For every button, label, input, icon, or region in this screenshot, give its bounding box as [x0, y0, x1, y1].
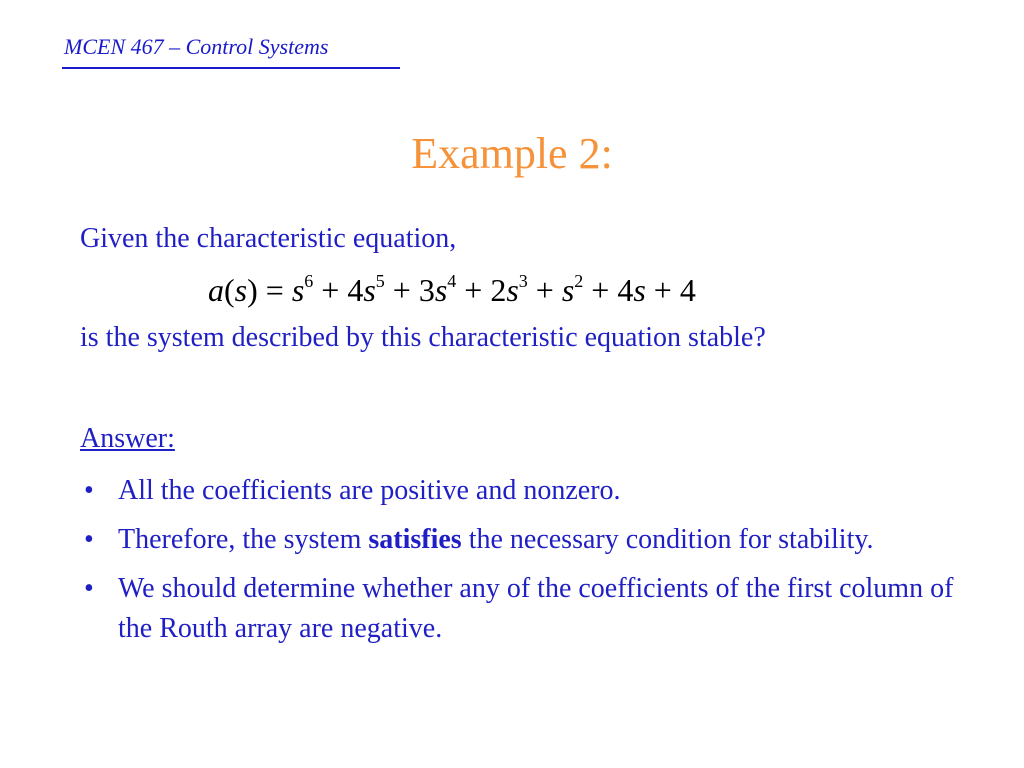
eq-term4-exp: 3	[518, 271, 528, 291]
eq-term3-exp: 4	[447, 271, 457, 291]
eq-term5-var: s	[561, 272, 575, 308]
slide-title: Example 2:	[411, 129, 613, 178]
eq-term4-var: s	[506, 272, 519, 308]
eq-term7-const: 4	[679, 272, 696, 308]
bullet-item	[80, 471, 960, 511]
eq-term3-op: +	[384, 272, 419, 308]
eq-term1-var: s	[291, 272, 305, 308]
eq-term3-coef: 3	[418, 272, 435, 308]
eq-term5-exp: 2	[574, 271, 584, 291]
eq-equals: =	[257, 272, 292, 308]
bullet-text-post: the necessary condition for stability.	[461, 524, 874, 555]
eq-term2-coef: 4	[347, 272, 364, 308]
eq-term4-coef: 2	[490, 272, 507, 308]
eq-term6-coef: 4	[617, 272, 634, 308]
eq-lhs-open: (	[224, 272, 235, 308]
eq-term2-exp: 5	[375, 271, 385, 291]
course-header: MCEN 467 – Control Systems	[64, 34, 329, 59]
eq-term5-op: +	[527, 272, 562, 308]
eq-term2-var: s	[363, 272, 376, 308]
bullet-text: We should determine whether any of the coefficients of the first column of the Routh array are negative.	[118, 573, 954, 644]
bullet-item	[80, 520, 960, 560]
bullet-icon: •	[84, 524, 94, 555]
answer-heading: Answer:	[80, 423, 175, 454]
bullet-text: All the coefficients are positive and nonzero.	[118, 475, 621, 506]
eq-term2-op: +	[313, 272, 348, 308]
bullet-text-pre: Therefore, the system	[118, 524, 369, 555]
eq-term3-var: s	[434, 272, 448, 308]
bullet-text-bold: satisfies	[368, 524, 462, 555]
intro-text: Given the characteristic equation,	[80, 223, 457, 254]
bullet-icon: •	[84, 573, 94, 604]
bullet-item	[80, 569, 960, 649]
eq-lhs-func: a	[208, 272, 224, 308]
eq-lhs-close: )	[247, 272, 258, 308]
header-underline	[62, 67, 400, 69]
eq-lhs-var: s	[234, 272, 248, 308]
eq-term7-op: +	[645, 272, 680, 308]
eq-term6-op: +	[583, 272, 618, 308]
eq-term6-var: s	[633, 272, 646, 308]
characteristic-equation	[208, 272, 696, 309]
answer-bullet-list	[80, 471, 960, 658]
eq-term4-op: +	[456, 272, 491, 308]
question-text: is the system described by this characteristic equation stable?	[80, 322, 766, 353]
eq-term1-exp: 6	[304, 271, 314, 291]
bullet-icon: •	[84, 475, 94, 506]
